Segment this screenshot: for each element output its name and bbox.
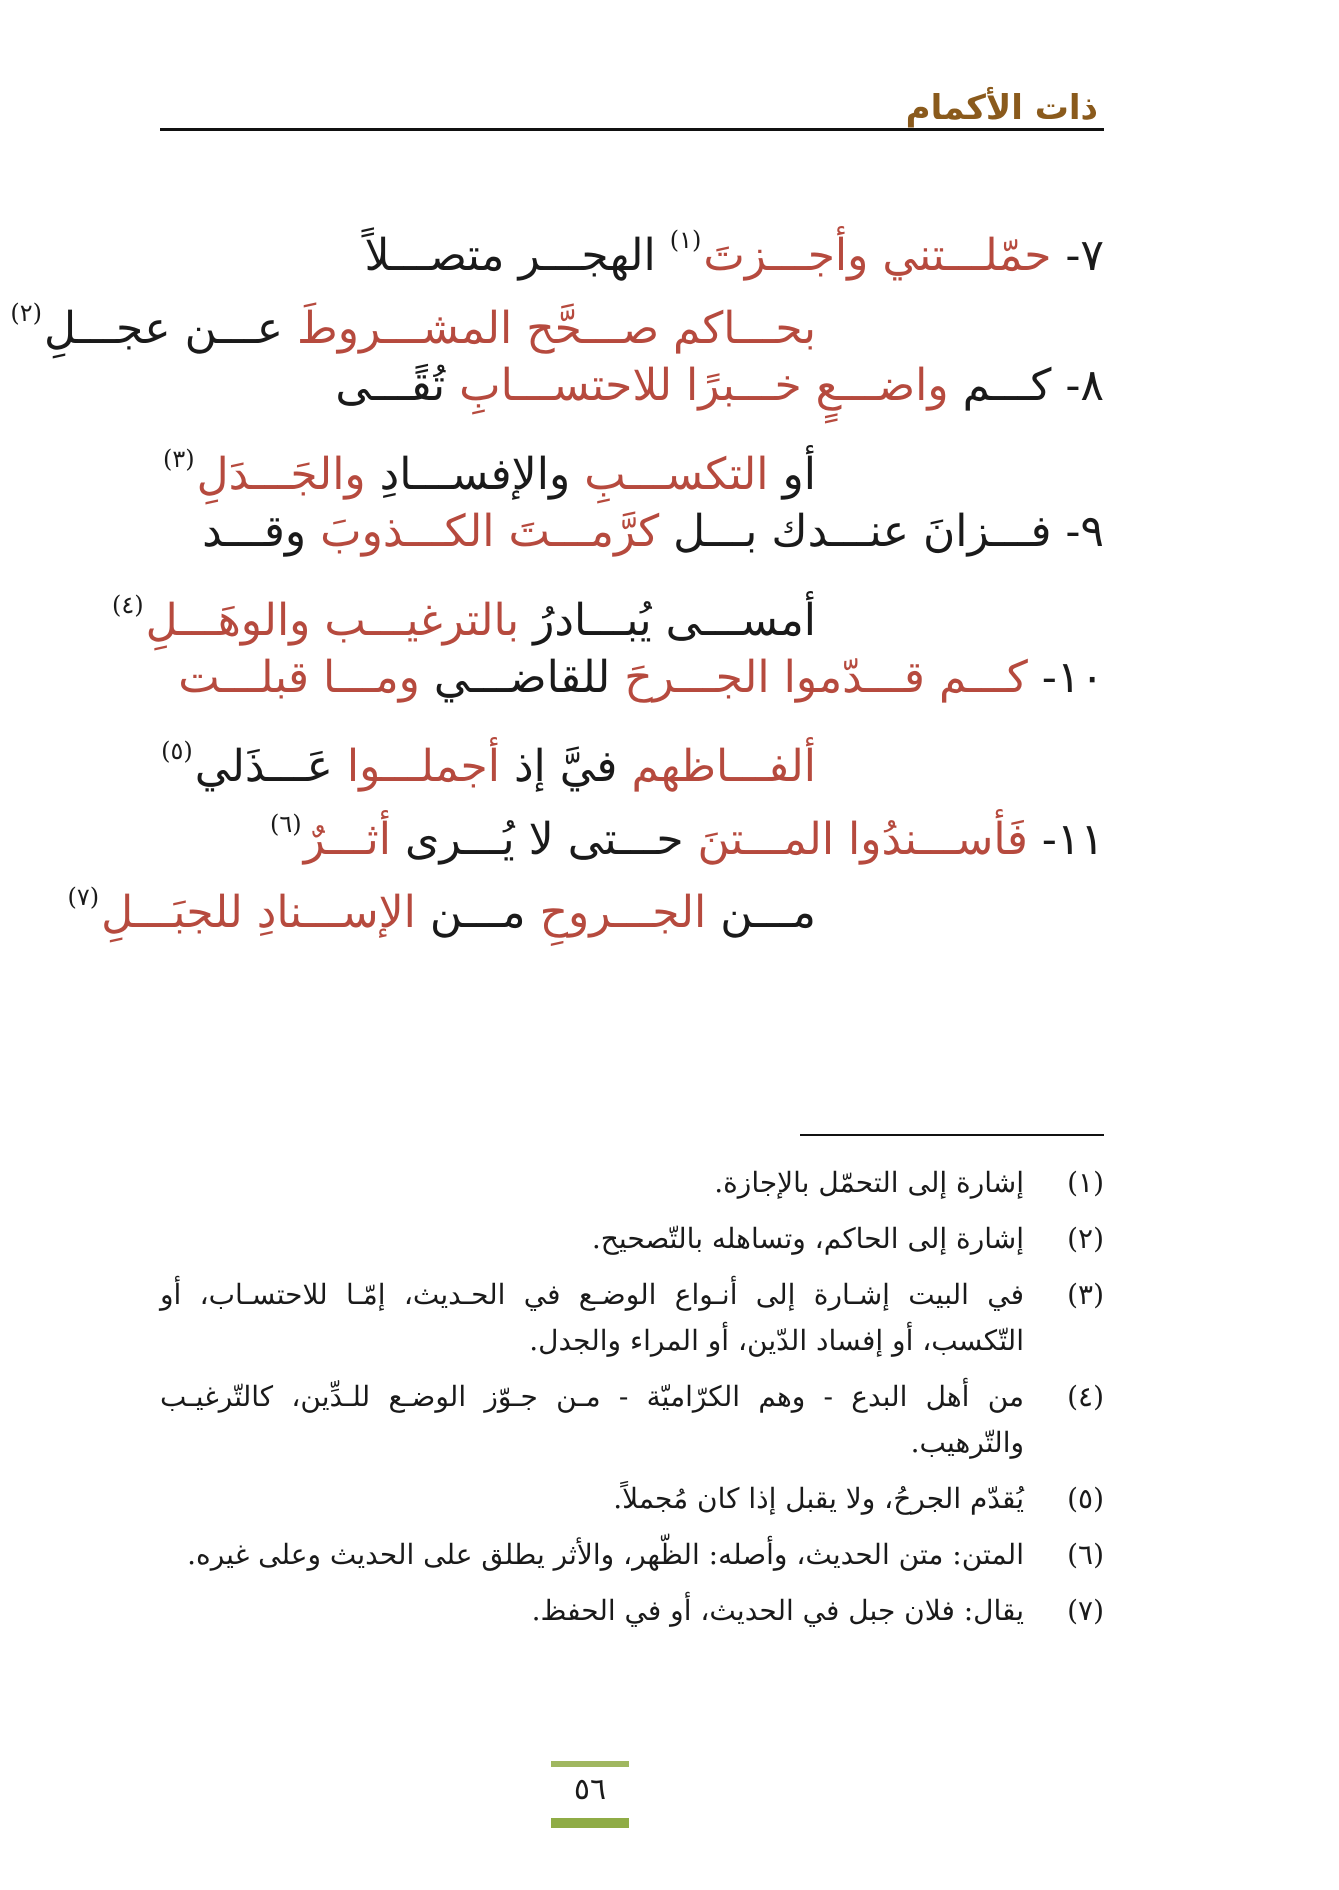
verse-5-first-hemistich xyxy=(269,789,1104,865)
verse-text: أمســـى يُبـــادرُ xyxy=(519,595,816,646)
verse-text: أو xyxy=(768,449,816,500)
verse-2-second-hemistich xyxy=(163,424,816,500)
verse-4-first-hemistich xyxy=(178,643,1104,713)
footnote-marker: (٢) xyxy=(10,299,42,327)
verse-3-first-hemistich xyxy=(202,497,1104,567)
verse-text: كـــم قـــدّموا الجـــرحَ xyxy=(624,652,1028,703)
verse-1-second-hemistich xyxy=(10,278,816,354)
verse-text: الهجـــر متصـــلاً xyxy=(364,230,670,281)
verse-text: الإســـنادِ للجبَـــلِ xyxy=(101,887,416,938)
verse-text: ألفـــاظهم xyxy=(631,741,816,792)
verse-text: تُقًـــى xyxy=(335,360,460,411)
footnote-marker: (٦) xyxy=(269,810,302,838)
footnote-marker: (٥) xyxy=(161,737,193,765)
page-number: ٥٦ xyxy=(573,1772,607,1807)
verse-text: كـــم xyxy=(948,360,1052,411)
footnote-marker: (١) xyxy=(669,226,702,254)
folio-bar-top xyxy=(551,1761,629,1767)
verse-text: للقاضـــي xyxy=(419,652,625,703)
footnote xyxy=(160,1532,1104,1578)
footnote xyxy=(160,1588,1104,1634)
verse-text: مـــن xyxy=(706,887,816,938)
verse-text: والإفســـادِ xyxy=(365,449,585,500)
footnote-number: (٧) xyxy=(1067,1594,1104,1627)
footnote-number: (٦) xyxy=(1067,1538,1104,1571)
verse-text: والجَـــدَلِ xyxy=(196,449,366,500)
footnote xyxy=(160,1160,1104,1206)
footnote xyxy=(160,1272,1104,1364)
footnote-number: (٤) xyxy=(1067,1380,1104,1413)
verse-text: وقـــد xyxy=(202,506,321,557)
verse-3-second-hemistich xyxy=(111,570,816,646)
verse-text: حـــتى لا يُـــرى xyxy=(391,814,698,865)
verse-text: التكســـبِ xyxy=(584,449,769,500)
verse-text: فَأســـندُوا المـــتنَ xyxy=(697,814,1028,865)
footnote-text: في البيت إشـارة إلى أنـواع الوضـع في الحـديث، إمّـا للاحتسـاب، أو التّكسب، أو إفساد الدّين، أو المراء والجدل. xyxy=(160,1278,1024,1357)
footnote-text: إشارة إلى الحاكم، وتساهله بالتّصحيح. xyxy=(591,1222,1024,1255)
verse-text: حمّلـــتني وأجـــزت xyxy=(703,230,1052,281)
footnote xyxy=(160,1374,1104,1466)
footnote-number: (٣) xyxy=(1067,1278,1104,1311)
verse-text: فـــزانَ عنـــدك بـــل xyxy=(659,506,1052,557)
verse-text: أجملـــوا xyxy=(346,741,500,792)
verse-5-second-hemistich xyxy=(67,862,816,938)
verse-text: ومـــا قبلـــت xyxy=(178,652,420,703)
footnote-number: (٢) xyxy=(1067,1222,1104,1255)
verse-text: مـــن xyxy=(415,887,540,938)
verse-text: واضـــعٍ خـــبرًا للاحتســـابِ xyxy=(459,360,949,411)
verse-text: كرَّمـــتَ الكـــذوبَ xyxy=(320,506,660,557)
verse-text: بحـــاكم صـــحَّح المشـــروطَ xyxy=(297,303,816,354)
footnote xyxy=(160,1216,1104,1262)
verse-1-first-hemistich xyxy=(364,205,1104,281)
verse-text: عـــن عجـــلِ xyxy=(43,303,298,354)
running-head: ذات الأكمام xyxy=(905,88,1098,128)
verse-text: أثـــرٌ xyxy=(303,814,392,865)
footnote-text: يقال: فلان جبل في الحديث، أو في الحفظ. xyxy=(531,1594,1024,1627)
verse-number: ١١- xyxy=(1041,814,1104,865)
footnote-marker: (٧) xyxy=(67,883,100,911)
verse-text: الجـــروحِ xyxy=(539,887,707,938)
footnote-number: (٥) xyxy=(1067,1482,1104,1515)
verse-number: ٨- xyxy=(1065,360,1104,411)
verse-text: بالترغيـــب والوهَـــلِ xyxy=(145,595,520,646)
verse-text: فيَّ إذ xyxy=(499,741,632,792)
footnote-marker: (٤) xyxy=(111,591,144,619)
footnote xyxy=(160,1476,1104,1522)
verse-text: عَـــذَلي xyxy=(194,741,347,792)
footnote-separator xyxy=(800,1134,1104,1136)
verse-number: ١٠- xyxy=(1041,652,1104,703)
footnote-text: المتن: متن الحديث، وأصله: الظّهر، والأثر يطلق على الحديث وعلى غيره. xyxy=(187,1538,1024,1571)
folio-bar-bottom xyxy=(551,1818,629,1828)
footnote-text: إشارة إلى التحمّل بالإجازة. xyxy=(714,1166,1024,1199)
footnote-marker: (٣) xyxy=(163,445,195,473)
footnote-text: يُقدّم الجرحُ، ولا يقبل إذا كان مُجملاً. xyxy=(613,1482,1024,1515)
verse-number: ٧- xyxy=(1065,230,1104,281)
footnotes xyxy=(160,1160,1104,1644)
header-rule xyxy=(160,128,1104,131)
footnote-text: من أهل البدع - وهم الكرّاميّة - مـن جـوّز الوضـع للـدِّين، كالتّرغيـب والتّرهيب. xyxy=(160,1380,1024,1459)
verse-2-first-hemistich xyxy=(335,351,1104,421)
footnote-number: (١) xyxy=(1067,1166,1104,1199)
verse-number: ٩- xyxy=(1065,506,1104,557)
verse-4-second-hemistich xyxy=(161,716,816,792)
